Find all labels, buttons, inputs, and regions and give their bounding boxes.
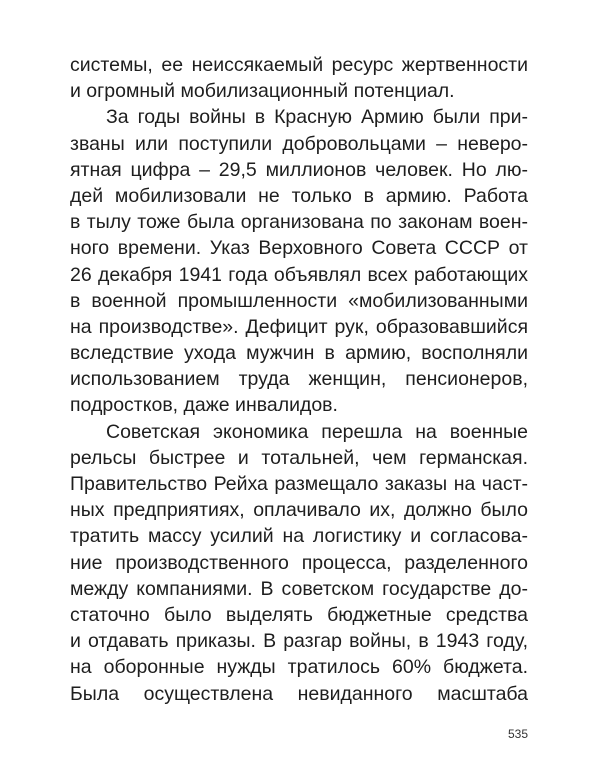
text-line: в тылу тоже была организована по законам воен-	[70, 211, 528, 234]
text-line: Правительство Рейха размещало заказы на част-	[70, 473, 528, 495]
paragraph-first-line: Советская экономика перешла на военные	[106, 420, 528, 443]
text-line: между компаниями. В советском государстве до-	[70, 577, 528, 600]
text-line: тратить массу усилий на логистику и согласова-	[70, 525, 528, 548]
page-number: 535	[507, 727, 528, 741]
text-line: дей мобилизовали не только в армию. Работа	[70, 184, 528, 207]
text-line: ятная цифра – 29,5 миллионов человек. Но лю-	[70, 158, 528, 181]
text-line: и огромный мобилизационный потенциал.	[70, 80, 455, 103]
paragraph-first-line: За годы войны в Красную Армию были при-	[106, 106, 528, 129]
text-line: Была осуществлена невиданного масштаба	[70, 682, 528, 705]
text-line: на оборонные нужды тратилось 60% бюджета.	[70, 656, 528, 679]
text-line: системы, ее неиссякаемый ресурс жертвенности	[70, 54, 528, 76]
text-line: подростков, даже инвалидов.	[70, 394, 338, 417]
text-line: на производстве». Дефицит рук, образовавшийся	[70, 315, 528, 338]
text-line: 26 декабря 1941 года объявлял всех работающих	[70, 263, 528, 286]
body-text	[70, 52, 528, 707]
text-line: статочно было выделять бюджетные средства	[70, 603, 528, 626]
text-line: рельсы быстрее и тотальней, чем германская.	[70, 446, 528, 469]
text-line: ного времени. Указ Верховного Совета СССР от	[70, 237, 528, 260]
text-line: ных предприятиях, оплачивало их, должно было	[70, 499, 528, 522]
text-line: вследствие ухода мужчин в армию, восполняли	[70, 342, 528, 365]
text-line: званы или поступили добровольцами – неверо-	[70, 132, 528, 155]
text-line: в военной промышленности «мобилизованными	[70, 289, 528, 312]
text-line: ние производственного процесса, разделенного	[70, 551, 528, 574]
text-line: и отдавать приказы. В разгар войны, в 1943 году,	[70, 630, 528, 653]
text-line: использованием труда женщин, пенсионеров,	[70, 368, 528, 391]
